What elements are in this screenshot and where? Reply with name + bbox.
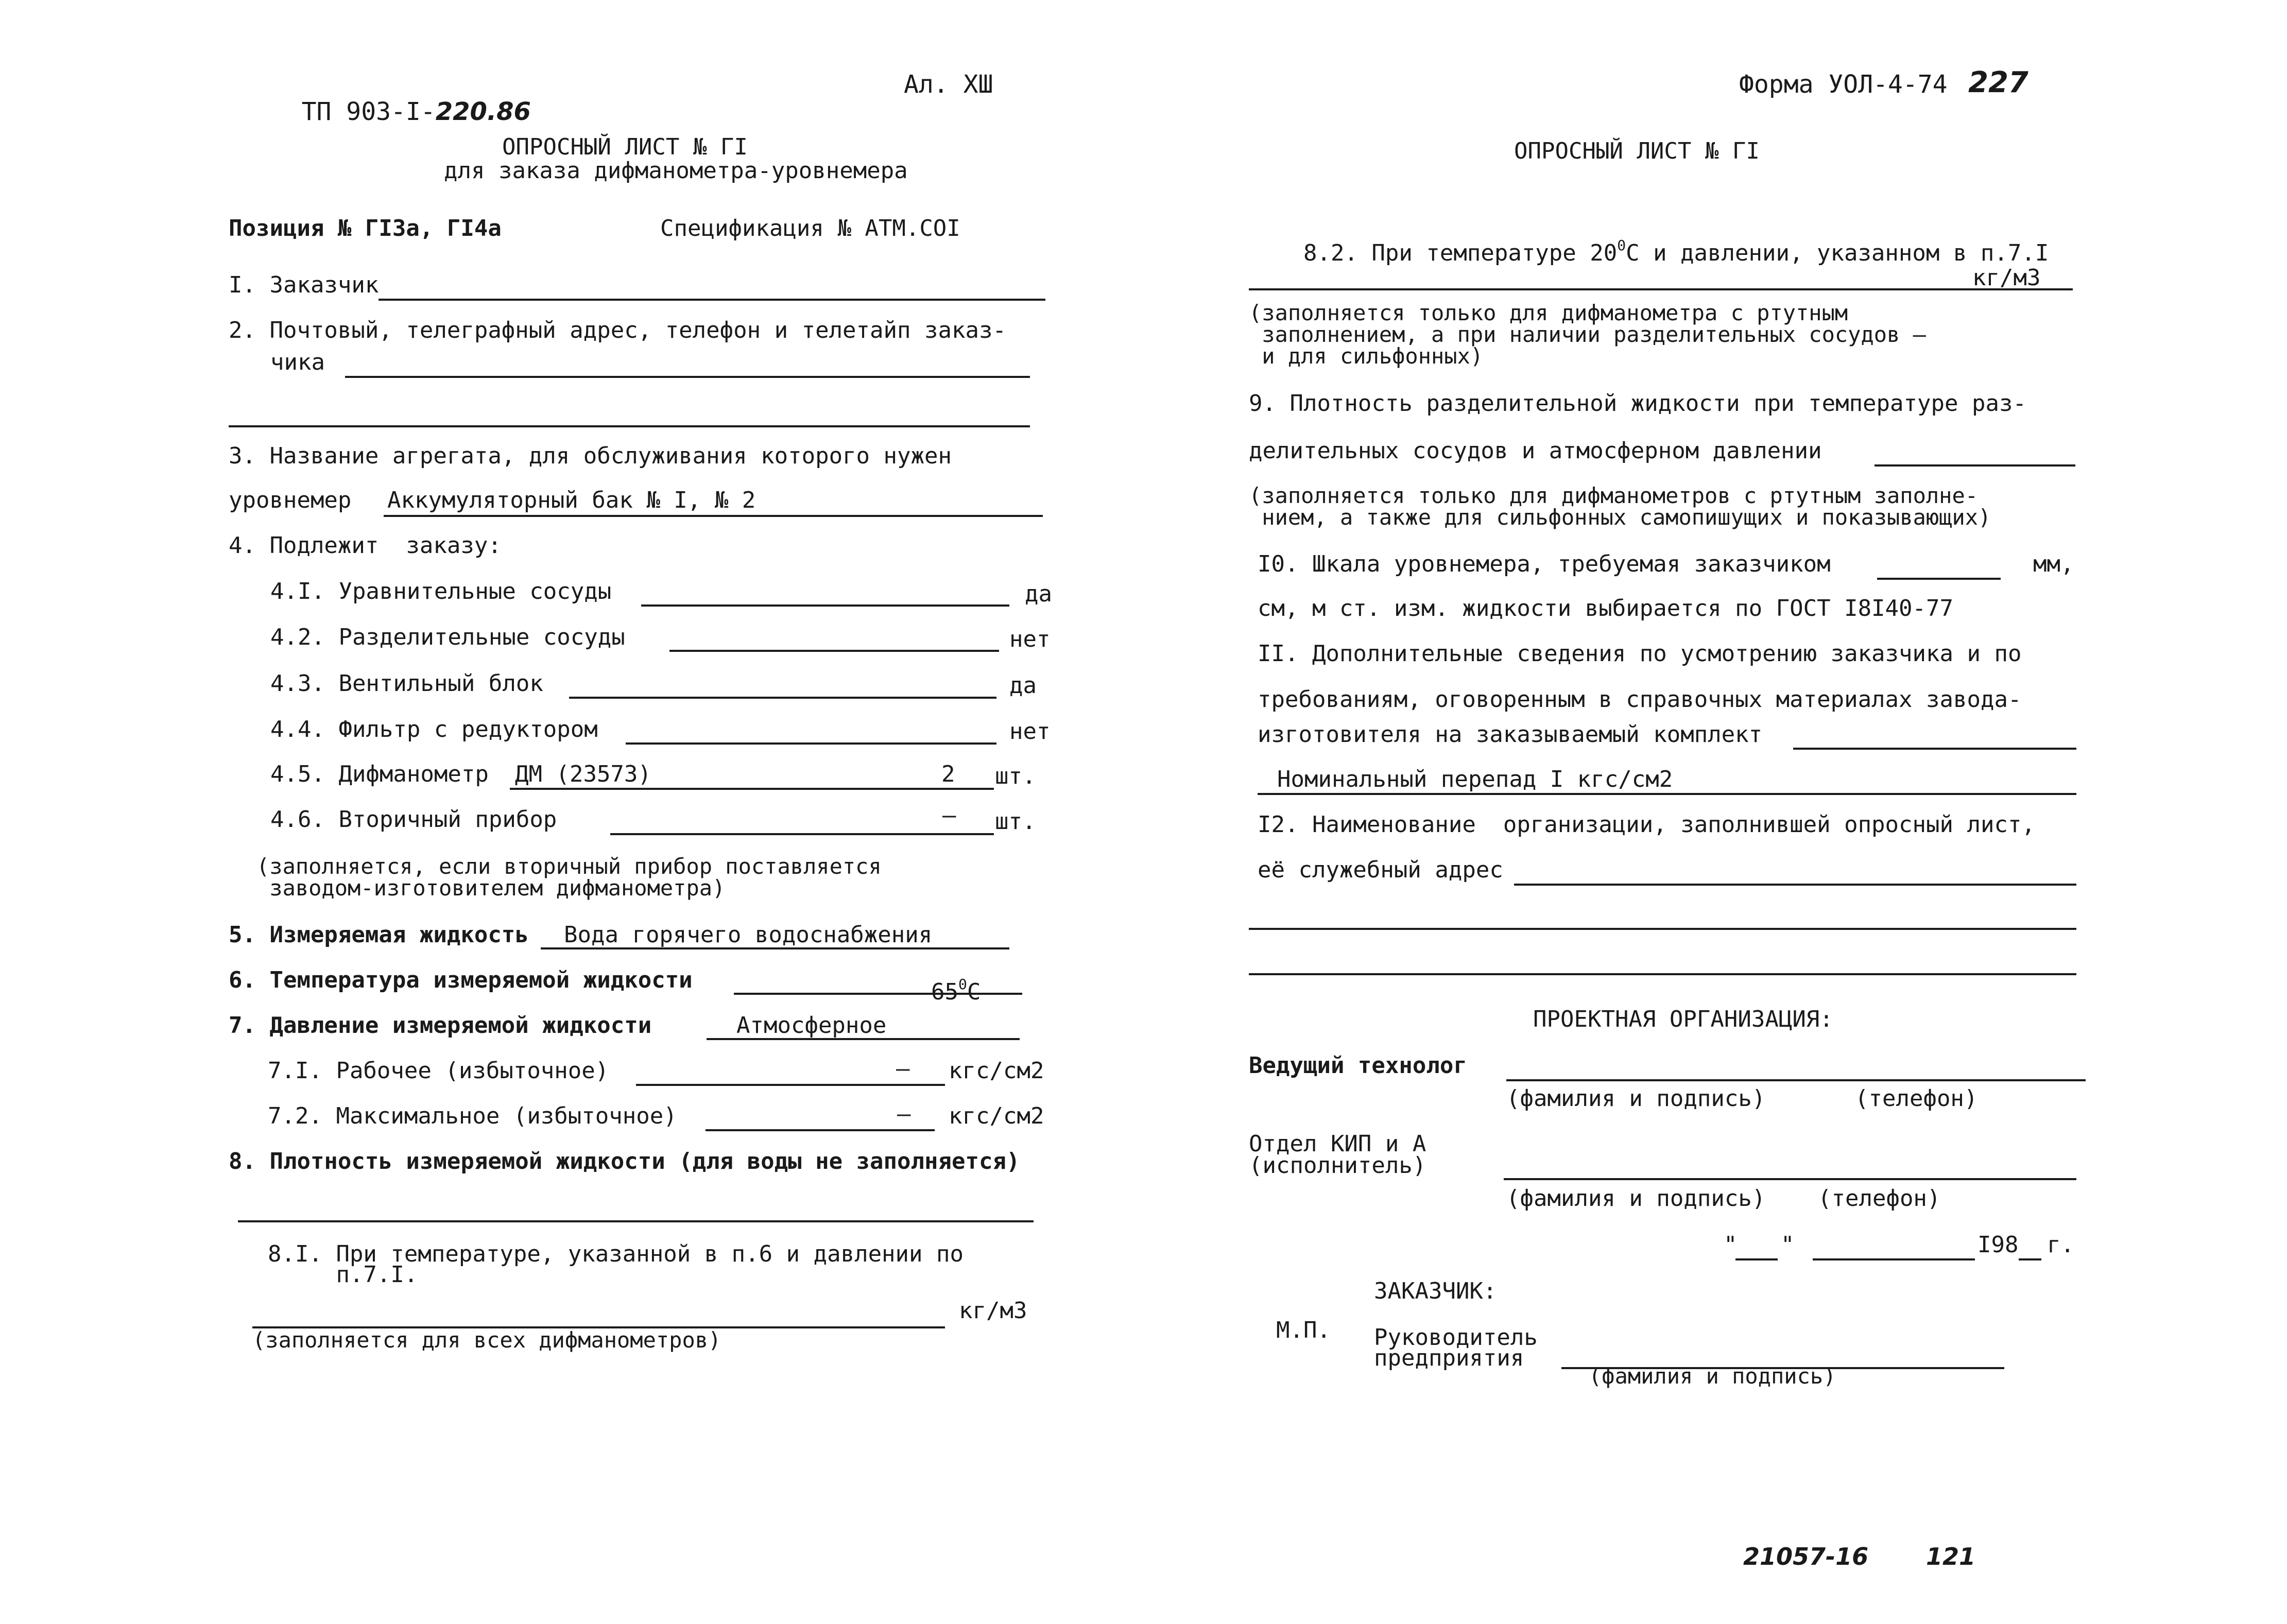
date-day-line: [1735, 1258, 1778, 1260]
lead-tech-label: Ведущий технолог: [1249, 1052, 1467, 1079]
item-4-1-value: да: [1025, 581, 1052, 607]
item-11-label-c: изготовителя на заказываемый комплект: [1258, 721, 1763, 748]
org-title: ПРОЕКТНАЯ ОРГАНИЗАЦИЯ:: [1533, 1006, 1833, 1032]
left-form-subtitle: для заказа дифманометра-уровнемера: [444, 158, 908, 184]
item-4-3-label: 4.3. Вентильный блок: [270, 670, 543, 697]
item-4-2-value: нет: [1009, 626, 1051, 652]
item-7-line: [707, 1038, 1020, 1040]
item-3-label-b: уровнемер: [229, 487, 352, 513]
item-4-4-value: нет: [1009, 718, 1051, 745]
item-8-1-unit: кг/м3: [959, 1298, 1027, 1324]
item-4-5-value: ДМ (23573): [515, 761, 651, 787]
item-10-label-b: см, м ст. изм. жидкости выбирается по ГОСТ I8I40-77: [1258, 595, 1954, 621]
item-8-2-note-2: заполнением, а при наличии разделительных сосудов –: [1249, 322, 1926, 347]
item-7-2-value: –: [897, 1101, 911, 1127]
item-4-5-unit: шт.: [995, 763, 1036, 789]
head-label-1: Руководитель: [1374, 1324, 1538, 1351]
item-2-label-a: 2. Почтовый, телеграфный адрес, телефон и телетайп заказ-: [229, 317, 1006, 343]
phone-caption-2: (телефон): [1818, 1185, 1941, 1212]
item-7-2-line: [706, 1129, 935, 1131]
item-10-line: [1877, 578, 2001, 580]
item-7-label: 7. Давление измеряемой жидкости: [229, 1012, 652, 1039]
sign-caption-1: (фамилия и подпись): [1506, 1085, 1766, 1112]
date-year: I98: [1978, 1232, 2019, 1258]
phone-caption-1: (телефон): [1855, 1085, 1978, 1112]
item-4-3-line: [569, 697, 996, 699]
left-doc-code: ТП 903-I-220.86: [301, 97, 531, 126]
item-4-2-line: [669, 650, 999, 652]
item-10-unit: мм,: [2033, 551, 2074, 577]
item-4-5-qty: 2: [941, 761, 955, 787]
date-open-quote: ": [1724, 1232, 1738, 1258]
lead-tech-line: [1506, 1079, 2086, 1081]
item-12-label-b: её служебный адрес: [1258, 857, 1503, 883]
item-11-label-b: требованиям, оговоренным в справочных материалах завода-: [1258, 686, 2022, 713]
item-7-2-label: 7.2. Максимальное (избыточное): [268, 1103, 677, 1129]
item-8-1-label-a: 8.I. При температуре, указанной в п.6 и давлении по: [268, 1241, 964, 1267]
item-9-line: [1875, 464, 2075, 467]
item-4-4-line: [626, 742, 996, 745]
item-4-6-line: [610, 833, 994, 835]
item-4-6-note-2: заводом-изготовителем дифманометра): [256, 875, 726, 901]
item-11-value: Номинальный перепад I кгс/см2: [1277, 766, 1673, 792]
item-6-label: 6. Температура измеряемой жидкости: [229, 967, 693, 993]
item-1-line: [379, 299, 1045, 301]
item-10-label-a: I0. Шкала уровнемера, требуемая заказчиком: [1258, 551, 1831, 577]
date-close-quote: ": [1781, 1232, 1795, 1258]
date-year-suffix: г.: [2047, 1232, 2074, 1258]
dept-label-2: (исполнитель): [1249, 1152, 1426, 1179]
item-11-label-a: II. Дополнительные сведения по усмотрению заказчика и по: [1258, 641, 2022, 667]
item-12-line-2: [1249, 928, 2076, 930]
item-3-label-a: 3. Название агрегата, для обслуживания которого нужен: [229, 443, 952, 469]
item-3-value: Аккумуляторный бак № I, № 2: [387, 487, 756, 513]
item-4-6-label: 4.6. Вторичный прибор: [270, 806, 557, 833]
item-2-label-b: чика: [270, 349, 325, 375]
item-7-1-value: –: [896, 1056, 910, 1082]
stamp-label: М.П.: [1276, 1317, 1331, 1343]
item-12-label-a: I2. Наименование организации, заполнившей опросный лист,: [1258, 811, 2035, 838]
item-4-5-label: 4.5. Дифманометр: [270, 761, 489, 787]
item-2-line-2: [229, 425, 1030, 427]
item-7-1-unit: кгс/см2: [949, 1058, 1044, 1084]
item-8-1-label-b: п.7.I.: [268, 1262, 418, 1288]
right-page-num: 227: [1968, 66, 2028, 99]
footer-inv-number: 21057-16: [1743, 1543, 1869, 1570]
dept-line: [1504, 1178, 2076, 1180]
item-9-note-2: нием, а также для сильфонных самопишущих и показывающих): [1249, 505, 1991, 530]
sign-caption-2: (фамилия и подпись): [1506, 1185, 1766, 1212]
item-4-5-line: [510, 788, 994, 790]
item-9-label-a: 9. Плотность разделительной жидкости при температуре раз-: [1249, 390, 2026, 417]
item-4-2-label: 4.2. Разделительные сосуды: [270, 624, 625, 650]
item-1-label: I. Заказчик: [229, 272, 379, 298]
item-8-2-unit: кг/м3: [1972, 265, 2041, 291]
item-9-label-b: делительных сосудов и атмосферном давлении: [1249, 438, 1822, 464]
item-8-2-line: [1249, 288, 2073, 290]
item-8-2-note-3: и для сильфонных): [1249, 343, 1484, 369]
date-month-line: [1813, 1258, 1975, 1260]
item-7-1-label: 7.I. Рабочее (избыточное): [268, 1058, 609, 1084]
item-8-2-note-1: (заполняется только для дифманометра с ртутным: [1249, 300, 1848, 325]
item-8-label: 8. Плотность измеряемой жидкости (для воды не заполняется): [229, 1148, 1020, 1174]
item-9-note-1: (заполняется только для дифманометров с ртутным заполне-: [1249, 483, 1979, 508]
right-form-title: ОПРОСНЫЙ ЛИСТ № ГI: [1514, 138, 1760, 164]
spec-label: Спецификация № АТМ.COI: [660, 215, 960, 241]
position-label: Позиция № ГI3а, ГI4а: [229, 215, 502, 241]
item-7-value: Атмосферное: [736, 1012, 887, 1039]
sign-caption-3: (фамилия и подпись): [1589, 1363, 1836, 1389]
item-6-line: [734, 993, 1022, 995]
item-5-value: Вода горячего водоснабжения: [564, 922, 933, 948]
item-7-2-unit: кгс/см2: [949, 1103, 1044, 1129]
item-4-4-label: 4.4. Фильтр с редуктором: [270, 716, 598, 742]
item-3-line: [384, 515, 1043, 517]
item-6-value: $65^0С$: [931, 976, 981, 1006]
item-12-line-3: [1249, 973, 2076, 975]
item-4-1-label: 4.I. Уравнительные сосуды: [270, 578, 612, 604]
item-11-line-2: [1258, 793, 2076, 795]
item-2-line-1: [345, 376, 1030, 378]
item-4-6-qty: –: [942, 802, 956, 828]
item-12-line-1: [1514, 884, 2076, 886]
item-8-1-note: (заполняется для всех дифманометров): [252, 1327, 721, 1353]
left-album-label: Ал. XШ: [904, 70, 993, 99]
item-4-1-line: [641, 604, 1009, 607]
dept-label-1: Отдел КИП и А: [1249, 1131, 1426, 1157]
left-page: [0, 0, 1143, 1624]
item-4-6-unit: шт.: [995, 808, 1036, 835]
item-7-1-line: [636, 1084, 945, 1086]
right-form-code: Форма УОЛ-4-74: [1739, 70, 1948, 99]
footer-page-number: 121: [1926, 1543, 1976, 1570]
right-page: [1143, 0, 2287, 1624]
item-11-line-1: [1793, 748, 2076, 750]
date-year-line: [2019, 1258, 2041, 1260]
head-label-2: предприятия: [1374, 1345, 1524, 1371]
left-form-title: ОПРОСНЫЙ ЛИСТ № ГI: [502, 134, 748, 160]
left-doc-num: 220.86: [435, 97, 531, 126]
item-8-2-label: 8.2. При температуре $20^0С$ и давлении, указанном в п.7.I: [1303, 237, 2049, 267]
item-4-6-note-1: (заполняется, если вторичный прибор поставляется: [256, 854, 882, 879]
item-4-3-value: да: [1009, 672, 1037, 699]
customer-label: ЗАКАЗЧИК:: [1374, 1278, 1497, 1304]
item-8-line: [238, 1220, 1034, 1222]
item-5-label: 5. Измеряемая жидкость: [229, 922, 529, 948]
item-4-label: 4. Подлежит заказу:: [229, 532, 502, 559]
item-5-line: [541, 947, 1009, 949]
